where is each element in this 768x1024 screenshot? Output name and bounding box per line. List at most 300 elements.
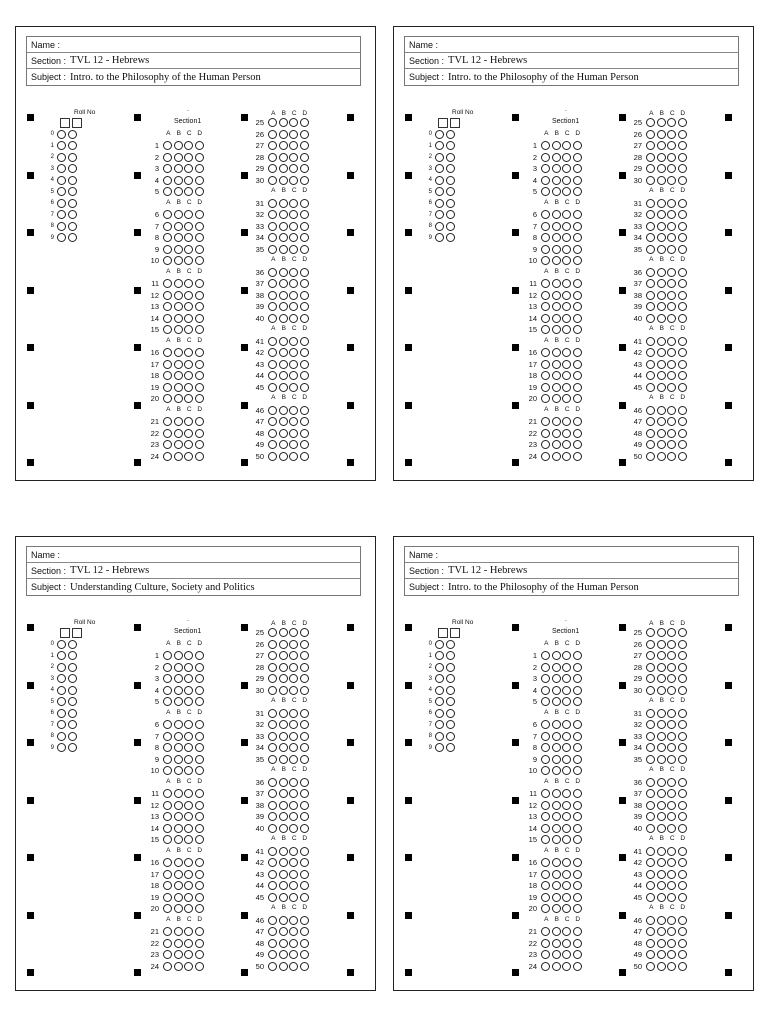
answer-bubble-a[interactable] [268,383,277,392]
answer-bubble-c[interactable] [667,337,676,346]
answer-bubble-d[interactable] [300,732,309,741]
answer-bubble-c[interactable] [562,824,571,833]
answer-bubble-a[interactable] [646,141,655,150]
answer-bubble-b[interactable] [657,141,666,150]
name-field[interactable] [405,37,738,53]
answer-bubble-a[interactable] [646,732,655,741]
answer-bubble-c[interactable] [184,233,193,242]
answer-bubble-a[interactable] [163,394,172,403]
answer-bubble-a[interactable] [646,337,655,346]
answer-bubble-d[interactable] [195,360,204,369]
answer-bubble-d[interactable] [573,732,582,741]
answer-bubble-d[interactable] [573,870,582,879]
roll-bubble[interactable] [68,141,77,150]
answer-bubble-b[interactable] [174,164,183,173]
answer-bubble-c[interactable] [184,835,193,844]
answer-bubble-d[interactable] [195,697,204,706]
answer-bubble-d[interactable] [300,452,309,461]
answer-bubble-d[interactable] [195,732,204,741]
roll-bubble[interactable] [57,732,66,741]
answer-bubble-c[interactable] [184,256,193,265]
answer-bubble-b[interactable] [279,452,288,461]
section-field[interactable] [27,563,360,579]
answer-bubble-d[interactable] [573,383,582,392]
answer-bubble-b[interactable] [552,176,561,185]
answer-bubble-c[interactable] [184,801,193,810]
answer-bubble-d[interactable] [573,812,582,821]
roll-bubble[interactable] [435,233,444,242]
answer-bubble-c[interactable] [184,394,193,403]
answer-bubble-a[interactable] [268,164,277,173]
answer-bubble-a[interactable] [163,950,172,959]
answer-bubble-b[interactable] [552,812,561,821]
answer-bubble-d[interactable] [300,371,309,380]
answer-bubble-d[interactable] [195,663,204,672]
answer-bubble-c[interactable] [289,720,298,729]
answer-bubble-a[interactable] [163,904,172,913]
roll-bubble[interactable] [68,686,77,695]
answer-bubble-c[interactable] [184,314,193,323]
answer-bubble-d[interactable] [195,325,204,334]
answer-bubble-d[interactable] [573,176,582,185]
answer-bubble-d[interactable] [573,743,582,752]
answer-bubble-b[interactable] [657,720,666,729]
answer-bubble-d[interactable] [678,291,687,300]
answer-bubble-a[interactable] [541,452,550,461]
answer-bubble-b[interactable] [279,348,288,357]
answer-bubble-d[interactable] [300,302,309,311]
answer-bubble-d[interactable] [195,824,204,833]
answer-bubble-a[interactable] [646,824,655,833]
answer-bubble-a[interactable] [268,153,277,162]
answer-bubble-b[interactable] [657,927,666,936]
answer-bubble-c[interactable] [667,789,676,798]
answer-bubble-d[interactable] [573,962,582,971]
answer-bubble-a[interactable] [646,640,655,649]
answer-bubble-a[interactable] [268,291,277,300]
answer-bubble-b[interactable] [657,199,666,208]
roll-bubble[interactable] [435,176,444,185]
answer-bubble-a[interactable] [163,686,172,695]
answer-bubble-c[interactable] [184,674,193,683]
answer-bubble-d[interactable] [195,291,204,300]
answer-bubble-c[interactable] [184,302,193,311]
answer-bubble-a[interactable] [268,302,277,311]
answer-bubble-d[interactable] [573,325,582,334]
answer-bubble-b[interactable] [552,651,561,660]
answer-bubble-a[interactable] [541,893,550,902]
answer-bubble-b[interactable] [552,452,561,461]
answer-bubble-b[interactable] [174,371,183,380]
answer-bubble-b[interactable] [552,858,561,867]
answer-bubble-b[interactable] [279,858,288,867]
answer-bubble-b[interactable] [279,417,288,426]
answer-bubble-a[interactable] [646,870,655,879]
answer-bubble-c[interactable] [289,153,298,162]
answer-bubble-a[interactable] [646,927,655,936]
answer-bubble-b[interactable] [279,233,288,242]
answer-bubble-a[interactable] [646,222,655,231]
answer-bubble-b[interactable] [657,245,666,254]
answer-bubble-d[interactable] [195,743,204,752]
answer-bubble-b[interactable] [657,950,666,959]
roll-bubble[interactable] [68,222,77,231]
answer-bubble-a[interactable] [268,858,277,867]
answer-bubble-d[interactable] [300,130,309,139]
roll-bubble[interactable] [435,663,444,672]
answer-bubble-c[interactable] [562,325,571,334]
answer-bubble-d[interactable] [573,452,582,461]
answer-bubble-a[interactable] [268,417,277,426]
answer-bubble-b[interactable] [174,939,183,948]
answer-bubble-a[interactable] [541,835,550,844]
answer-bubble-c[interactable] [184,962,193,971]
answer-bubble-b[interactable] [279,210,288,219]
roll-bubble[interactable] [57,720,66,729]
answer-bubble-c[interactable] [562,279,571,288]
answer-bubble-b[interactable] [552,429,561,438]
roll-bubble[interactable] [68,663,77,672]
answer-bubble-b[interactable] [657,406,666,415]
answer-bubble-d[interactable] [678,893,687,902]
answer-bubble-a[interactable] [646,962,655,971]
answer-bubble-a[interactable] [163,325,172,334]
answer-bubble-b[interactable] [552,325,561,334]
answer-bubble-c[interactable] [289,893,298,902]
answer-bubble-b[interactable] [552,755,561,764]
answer-bubble-b[interactable] [657,789,666,798]
answer-bubble-a[interactable] [163,801,172,810]
roll-bubble[interactable] [57,640,66,649]
answer-bubble-b[interactable] [174,360,183,369]
answer-bubble-b[interactable] [657,709,666,718]
roll-bubble[interactable] [57,686,66,695]
answer-bubble-c[interactable] [184,686,193,695]
roll-bubble[interactable] [57,199,66,208]
answer-bubble-d[interactable] [678,801,687,810]
answer-bubble-d[interactable] [195,187,204,196]
answer-bubble-c[interactable] [667,939,676,948]
answer-bubble-a[interactable] [646,176,655,185]
answer-bubble-d[interactable] [573,927,582,936]
answer-bubble-a[interactable] [541,789,550,798]
answer-bubble-b[interactable] [279,176,288,185]
answer-bubble-c[interactable] [667,778,676,787]
answer-bubble-a[interactable] [541,291,550,300]
answer-bubble-d[interactable] [195,835,204,844]
answer-bubble-d[interactable] [678,743,687,752]
answer-bubble-d[interactable] [678,950,687,959]
answer-bubble-a[interactable] [163,812,172,821]
answer-bubble-b[interactable] [552,440,561,449]
answer-bubble-b[interactable] [657,164,666,173]
answer-bubble-c[interactable] [184,153,193,162]
roll-bubble[interactable] [435,720,444,729]
answer-bubble-a[interactable] [646,233,655,242]
answer-bubble-c[interactable] [562,651,571,660]
answer-bubble-d[interactable] [678,939,687,948]
roll-bubble[interactable] [57,153,66,162]
answer-bubble-b[interactable] [279,732,288,741]
answer-bubble-a[interactable] [163,279,172,288]
answer-bubble-b[interactable] [657,383,666,392]
answer-bubble-a[interactable] [646,199,655,208]
answer-bubble-a[interactable] [163,674,172,683]
answer-bubble-b[interactable] [552,835,561,844]
name-field[interactable] [27,547,360,563]
answer-bubble-a[interactable] [268,406,277,415]
answer-bubble-d[interactable] [300,801,309,810]
roll-bubble[interactable] [435,199,444,208]
answer-bubble-c[interactable] [184,812,193,821]
answer-bubble-d[interactable] [573,153,582,162]
answer-bubble-b[interactable] [657,371,666,380]
answer-bubble-a[interactable] [541,766,550,775]
answer-bubble-c[interactable] [184,881,193,890]
answer-bubble-a[interactable] [646,153,655,162]
answer-bubble-d[interactable] [300,360,309,369]
answer-bubble-c[interactable] [667,164,676,173]
answer-bubble-a[interactable] [268,812,277,821]
answer-bubble-d[interactable] [678,302,687,311]
answer-bubble-a[interactable] [646,302,655,311]
roll-no-digit-box[interactable] [72,628,82,638]
answer-bubble-a[interactable] [646,812,655,821]
answer-bubble-c[interactable] [667,950,676,959]
answer-bubble-b[interactable] [657,176,666,185]
answer-bubble-a[interactable] [541,663,550,672]
answer-bubble-d[interactable] [573,141,582,150]
answer-bubble-b[interactable] [174,870,183,879]
answer-bubble-a[interactable] [163,870,172,879]
answer-bubble-b[interactable] [174,233,183,242]
answer-bubble-a[interactable] [268,916,277,925]
answer-bubble-d[interactable] [678,371,687,380]
answer-bubble-a[interactable] [646,130,655,139]
answer-bubble-c[interactable] [184,870,193,879]
answer-bubble-d[interactable] [573,371,582,380]
answer-bubble-b[interactable] [552,360,561,369]
answer-bubble-a[interactable] [163,755,172,764]
answer-bubble-b[interactable] [174,279,183,288]
answer-bubble-b[interactable] [552,371,561,380]
answer-bubble-c[interactable] [667,755,676,764]
answer-bubble-d[interactable] [573,651,582,660]
answer-bubble-d[interactable] [678,337,687,346]
answer-bubble-c[interactable] [289,801,298,810]
answer-bubble-b[interactable] [552,801,561,810]
answer-bubble-c[interactable] [562,371,571,380]
answer-bubble-c[interactable] [562,755,571,764]
answer-bubble-a[interactable] [268,429,277,438]
answer-bubble-d[interactable] [678,279,687,288]
answer-bubble-a[interactable] [541,394,550,403]
answer-bubble-b[interactable] [552,686,561,695]
roll-bubble[interactable] [435,164,444,173]
answer-bubble-a[interactable] [163,789,172,798]
answer-bubble-a[interactable] [541,697,550,706]
roll-bubble[interactable] [57,176,66,185]
answer-bubble-b[interactable] [657,663,666,672]
answer-bubble-c[interactable] [562,291,571,300]
answer-bubble-a[interactable] [541,429,550,438]
roll-bubble[interactable] [57,743,66,752]
answer-bubble-d[interactable] [573,233,582,242]
roll-bubble[interactable] [68,720,77,729]
answer-bubble-c[interactable] [667,222,676,231]
roll-bubble[interactable] [68,651,77,660]
answer-bubble-a[interactable] [541,164,550,173]
answer-bubble-c[interactable] [562,893,571,902]
answer-bubble-a[interactable] [646,429,655,438]
answer-bubble-d[interactable] [573,686,582,695]
answer-bubble-d[interactable] [678,429,687,438]
answer-bubble-b[interactable] [279,651,288,660]
answer-bubble-b[interactable] [552,732,561,741]
answer-bubble-c[interactable] [562,153,571,162]
answer-bubble-a[interactable] [541,141,550,150]
roll-bubble[interactable] [57,663,66,672]
answer-bubble-d[interactable] [573,245,582,254]
answer-bubble-d[interactable] [300,222,309,231]
answer-bubble-c[interactable] [667,858,676,867]
answer-bubble-c[interactable] [289,222,298,231]
answer-bubble-b[interactable] [174,440,183,449]
answer-bubble-d[interactable] [300,199,309,208]
answer-bubble-c[interactable] [562,302,571,311]
answer-bubble-d[interactable] [195,939,204,948]
answer-bubble-b[interactable] [279,663,288,672]
answer-bubble-a[interactable] [268,348,277,357]
answer-bubble-b[interactable] [279,314,288,323]
answer-bubble-b[interactable] [279,962,288,971]
answer-bubble-a[interactable] [646,720,655,729]
answer-bubble-a[interactable] [646,686,655,695]
answer-bubble-b[interactable] [552,674,561,683]
answer-bubble-d[interactable] [573,256,582,265]
answer-bubble-b[interactable] [279,870,288,879]
answer-bubble-a[interactable] [646,417,655,426]
answer-bubble-c[interactable] [289,939,298,948]
answer-bubble-c[interactable] [289,927,298,936]
answer-bubble-d[interactable] [573,881,582,890]
answer-bubble-b[interactable] [657,429,666,438]
roll-bubble[interactable] [435,640,444,649]
answer-bubble-d[interactable] [678,870,687,879]
answer-bubble-c[interactable] [562,417,571,426]
answer-bubble-c[interactable] [667,628,676,637]
answer-bubble-a[interactable] [646,210,655,219]
answer-bubble-d[interactable] [300,858,309,867]
answer-bubble-a[interactable] [268,440,277,449]
answer-bubble-b[interactable] [174,835,183,844]
answer-bubble-a[interactable] [541,950,550,959]
answer-bubble-d[interactable] [195,674,204,683]
answer-bubble-c[interactable] [667,674,676,683]
answer-bubble-c[interactable] [562,789,571,798]
answer-bubble-d[interactable] [195,153,204,162]
answer-bubble-d[interactable] [300,164,309,173]
answer-bubble-d[interactable] [678,210,687,219]
answer-bubble-c[interactable] [562,720,571,729]
answer-bubble-b[interactable] [174,176,183,185]
answer-bubble-c[interactable] [667,824,676,833]
answer-bubble-d[interactable] [573,674,582,683]
answer-bubble-c[interactable] [289,141,298,150]
answer-bubble-a[interactable] [646,406,655,415]
answer-bubble-a[interactable] [646,628,655,637]
answer-bubble-c[interactable] [667,452,676,461]
answer-bubble-a[interactable] [163,417,172,426]
answer-bubble-a[interactable] [163,429,172,438]
answer-bubble-b[interactable] [657,858,666,867]
roll-no-digit-box[interactable] [438,118,448,128]
answer-bubble-c[interactable] [667,360,676,369]
roll-bubble[interactable] [446,686,455,695]
answer-bubble-a[interactable] [268,233,277,242]
answer-bubble-c[interactable] [184,743,193,752]
answer-bubble-b[interactable] [657,893,666,902]
answer-bubble-d[interactable] [573,904,582,913]
answer-bubble-b[interactable] [657,233,666,242]
answer-bubble-b[interactable] [174,789,183,798]
answer-bubble-d[interactable] [300,824,309,833]
answer-bubble-b[interactable] [552,291,561,300]
answer-bubble-c[interactable] [289,663,298,672]
answer-bubble-b[interactable] [174,452,183,461]
answer-bubble-b[interactable] [174,686,183,695]
answer-bubble-d[interactable] [300,429,309,438]
answer-bubble-c[interactable] [667,245,676,254]
answer-bubble-a[interactable] [541,812,550,821]
answer-bubble-d[interactable] [678,199,687,208]
roll-bubble[interactable] [68,176,77,185]
answer-bubble-c[interactable] [562,429,571,438]
answer-bubble-c[interactable] [184,950,193,959]
roll-bubble[interactable] [435,674,444,683]
answer-bubble-c[interactable] [667,279,676,288]
answer-bubble-d[interactable] [300,268,309,277]
answer-bubble-b[interactable] [657,812,666,821]
answer-bubble-c[interactable] [667,916,676,925]
answer-bubble-b[interactable] [279,824,288,833]
answer-bubble-a[interactable] [268,268,277,277]
answer-bubble-d[interactable] [195,812,204,821]
answer-bubble-c[interactable] [667,176,676,185]
answer-bubble-d[interactable] [678,916,687,925]
answer-bubble-b[interactable] [279,279,288,288]
answer-bubble-d[interactable] [573,440,582,449]
answer-bubble-b[interactable] [174,651,183,660]
answer-bubble-c[interactable] [184,720,193,729]
answer-bubble-d[interactable] [300,176,309,185]
answer-bubble-c[interactable] [667,118,676,127]
answer-bubble-c[interactable] [667,743,676,752]
answer-bubble-a[interactable] [163,743,172,752]
answer-bubble-c[interactable] [562,686,571,695]
answer-bubble-b[interactable] [657,732,666,741]
answer-bubble-d[interactable] [195,302,204,311]
answer-bubble-d[interactable] [678,440,687,449]
answer-bubble-d[interactable] [678,686,687,695]
answer-bubble-c[interactable] [289,847,298,856]
answer-bubble-c[interactable] [289,858,298,867]
roll-no-digit-box[interactable] [60,118,70,128]
answer-bubble-a[interactable] [268,709,277,718]
answer-bubble-b[interactable] [552,766,561,775]
answer-bubble-a[interactable] [541,743,550,752]
answer-bubble-a[interactable] [268,881,277,890]
